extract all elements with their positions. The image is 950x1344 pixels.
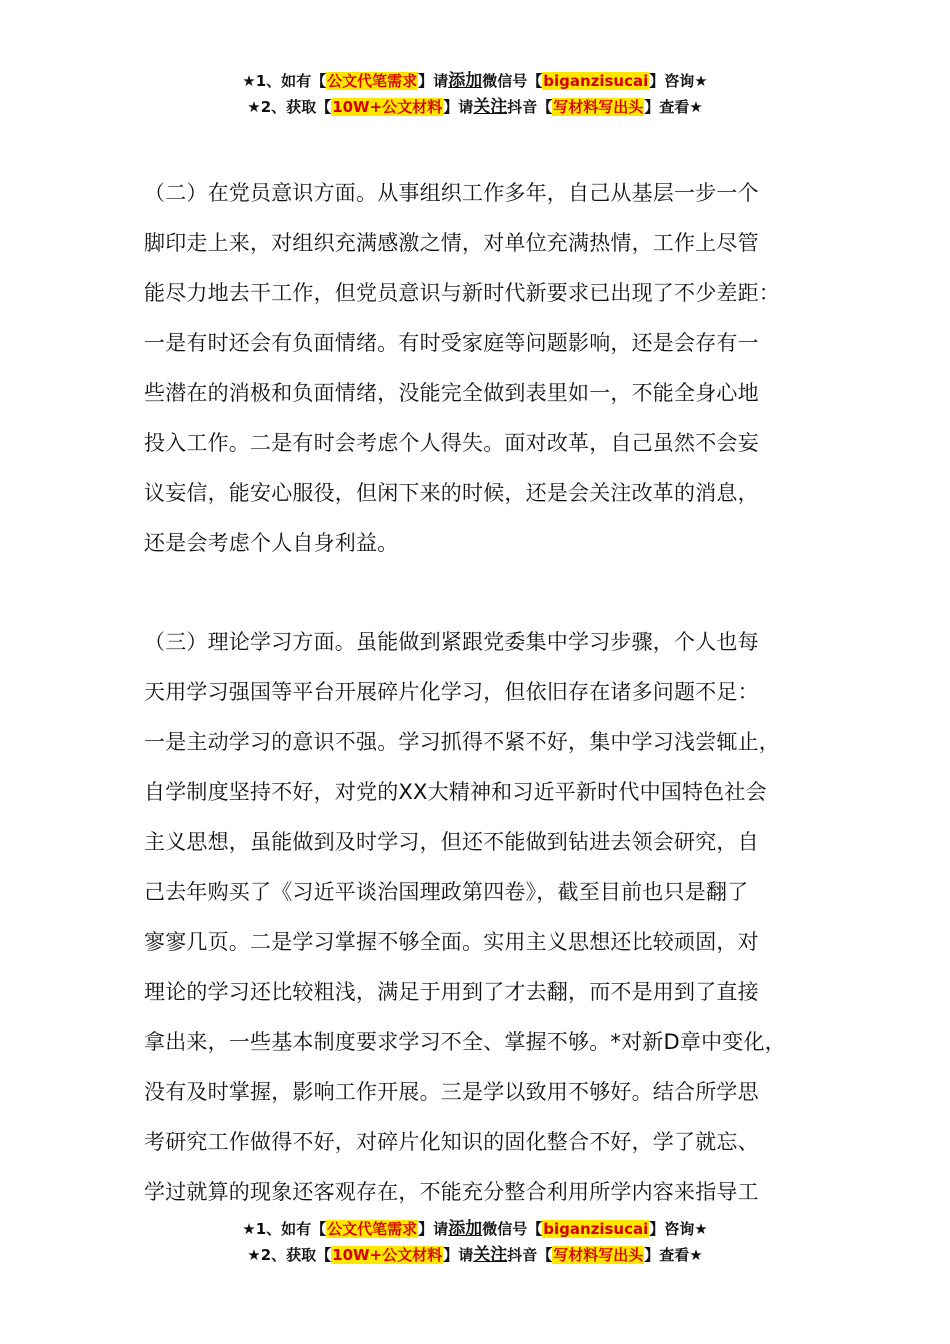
underlined-word: 关注 xyxy=(473,1245,508,1265)
text-line: 些潜在的消极和负面情绪，没能完全做到表里如一，不能全身心地 xyxy=(144,381,759,405)
highlight-materials: 10W+公文材料 xyxy=(332,98,443,116)
text-line: 主义思想，虽能做到及时学习，但还不能做到钻进去领会研究，自 xyxy=(144,830,759,854)
banner-text: 抖音【 xyxy=(507,98,553,116)
text-line: 脚印走上来，对组织充满感激之情，对单位充满热情，工作上尽管 xyxy=(144,231,759,255)
text-line: 没有及时掌握，影响工作开展。三是学以致用不够好。结合所学思 xyxy=(144,1080,759,1104)
highlight-account: 写材料写出头 xyxy=(553,98,644,116)
banner-text: 微信号【 xyxy=(482,72,543,90)
banner-line-2 xyxy=(0,1242,950,1268)
paragraph-party-awareness xyxy=(144,168,834,568)
banner-text: 抖音【 xyxy=(507,1246,553,1264)
text-line: （二）在党员意识方面。从事组织工作多年，自己从基层一步一个 xyxy=(144,181,759,205)
banner-text: 微信号【 xyxy=(482,1220,543,1238)
underlined-word: 添加 xyxy=(448,71,483,91)
text-line: 学过就算的现象还客观存在，不能充分整合利用所学内容来指导工 xyxy=(144,1180,759,1204)
footer-banner xyxy=(0,1216,950,1268)
text-line: 投入工作。二是有时会考虑个人得失。面对改革，自己虽然不会妄 xyxy=(144,431,759,455)
banner-text: 】请 xyxy=(418,1220,449,1238)
banner-line-1 xyxy=(0,1216,950,1242)
highlight-materials: 10W+公文材料 xyxy=(332,1246,443,1264)
highlight-wechat-id: biganzisucai xyxy=(543,1220,649,1238)
banner-line-2 xyxy=(0,94,950,120)
text-line: 理论的学习还比较粗浅，满足于用到了才去翻，而不是用到了直接 xyxy=(144,980,759,1004)
paragraph-theory-study xyxy=(144,617,834,1217)
text-line: 一是有时还会有负面情绪。有时受家庭等问题影响，还是会存有一 xyxy=(144,331,759,355)
text-line: （三）理论学习方面。虽能做到紧跟党委集中学习步骤，个人也每 xyxy=(144,630,759,654)
highlight-account: 写材料写出头 xyxy=(553,1246,644,1264)
text-line: 一是主动学习的意识不强。学习抓得不紧不好，集中学习浅尝辄止， xyxy=(144,730,780,754)
text-line: 拿出来，一些基本制度要求学习不全、掌握不够。*对新D章中变化， xyxy=(144,1030,786,1054)
highlight-service: 公文代笔需求 xyxy=(327,72,418,90)
banner-line-1 xyxy=(0,68,950,94)
header-banner xyxy=(0,68,950,120)
banner-text: 】查看★ xyxy=(644,1246,703,1264)
banner-text: ★1、如有【 xyxy=(242,1220,327,1238)
underlined-word: 添加 xyxy=(448,1219,483,1239)
banner-text: 】请 xyxy=(418,72,449,90)
banner-text: 】查看★ xyxy=(644,98,703,116)
text-line: 议妄信，能安心服役，但闲下来的时候，还是会关注改革的消息， xyxy=(144,481,759,505)
highlight-wechat-id: biganzisucai xyxy=(543,72,649,90)
banner-text: ★2、获取【 xyxy=(247,98,332,116)
text-line: 还是会考虑个人自身利益。 xyxy=(144,531,399,555)
underlined-word: 关注 xyxy=(473,97,508,117)
banner-text: 】咨询★ xyxy=(649,1220,708,1238)
text-line: 考研究工作做得不好，对碎片化知识的固化整合不好，学了就忘、 xyxy=(144,1130,759,1154)
text-line: 寥寥几页。二是学习掌握不够全面。实用主义思想还比较顽固，对 xyxy=(144,930,759,954)
banner-text: 】咨询★ xyxy=(649,72,708,90)
text-line: 己去年购买了《习近平谈治国理政第四卷》，截至目前也只是翻了 xyxy=(144,880,749,904)
highlight-service: 公文代笔需求 xyxy=(327,1220,418,1238)
text-line: 天用学习强国等平台开展碎片化学习，但依旧存在诸多问题不足： xyxy=(144,680,759,704)
text-line: 自学制度坚持不好，对党的XX大精神和习近平新时代中国特色社会 xyxy=(144,780,767,804)
banner-text: 】请 xyxy=(443,1246,474,1264)
banner-text: ★1、如有【 xyxy=(242,72,327,90)
banner-text: ★2、获取【 xyxy=(247,1246,332,1264)
text-line: 能尽力地去干工作，但党员意识与新时代新要求已出现了不少差距： xyxy=(144,281,780,305)
banner-text: 】请 xyxy=(443,98,474,116)
